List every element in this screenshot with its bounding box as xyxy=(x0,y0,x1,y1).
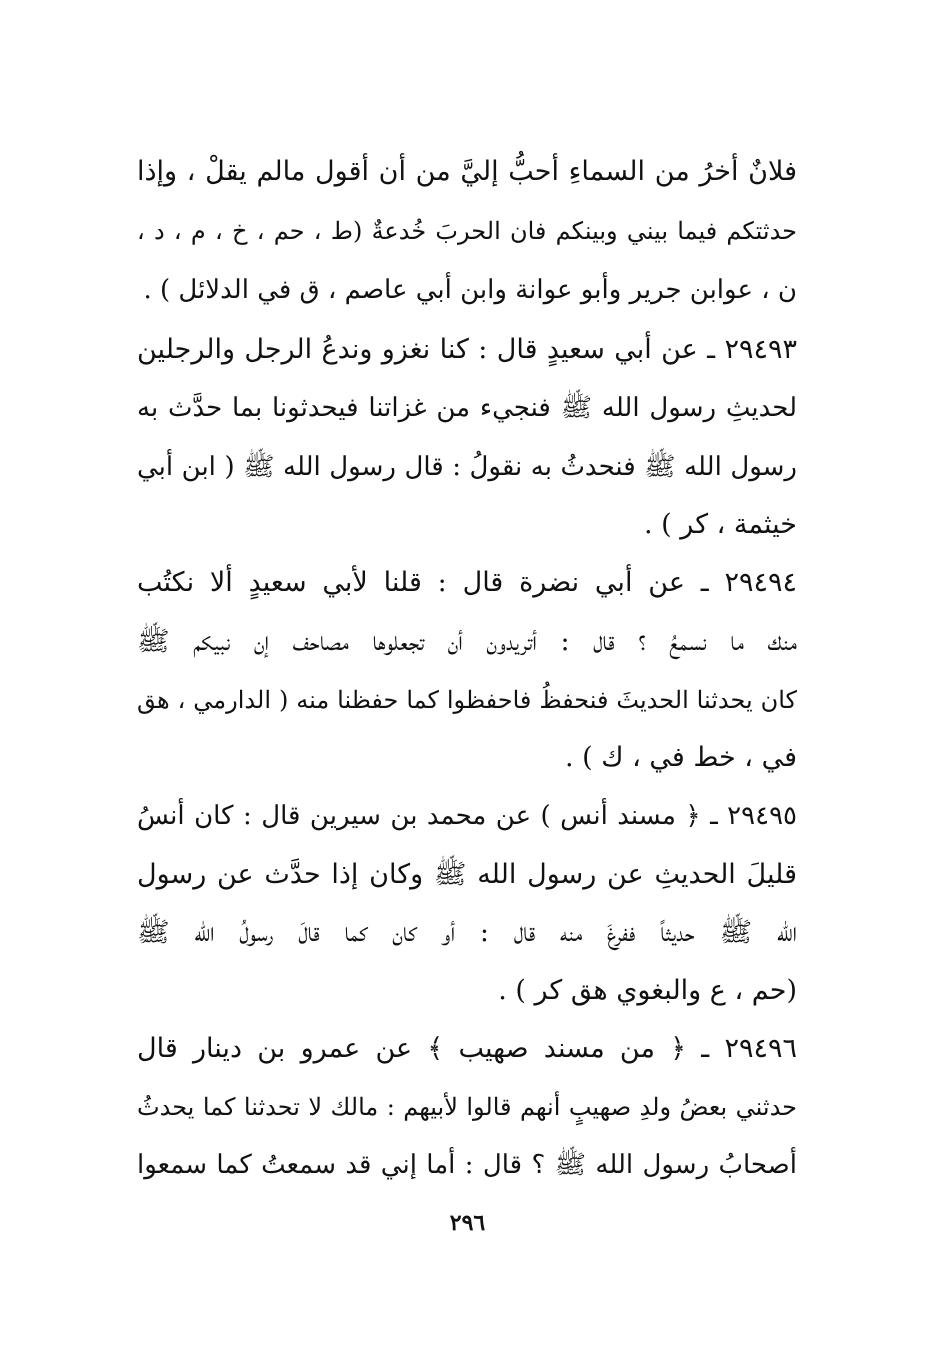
text-line: أصحابُ رسول الله ﷺ ؟ قال : أما إني قد سمعتُ كما سمعوا xyxy=(137,1150,797,1180)
text-line: قليلَ الحديثِ عن رسول الله ﷺ وكان إذا حدَّث عن رسول xyxy=(137,859,797,890)
text-line: كان يحدثنا الحديثَ فنحفظُ فاحفظوا كما حفظنا منه ( الدارمي ، هق xyxy=(137,686,797,714)
text-line: الله ﷺ حديثاً ففرغَ منه قال : أو كان كما قالَ رسولُ الله ﷺ xyxy=(137,917,797,948)
hadith-29494-line: ٢٩٤٩٤ ـ عن أبي نضرة قال : قلنا لأبي سعيدٍ ألا نكتُب xyxy=(137,567,797,598)
text-line: (حم ، ع والبغوي هق كر ) . xyxy=(498,975,797,1006)
text-line: في ، خط في ، ك ) . xyxy=(564,742,797,773)
text-line: لحديثِ رسول الله ﷺ فنجيء من غزاتنا فيحدثونا بما حدَّث به xyxy=(137,393,797,423)
text-line: ن ، عوابن جرير وأبو عوانة وابن أبي عاصم ، ق في الدلائل ) . xyxy=(143,275,797,305)
hadith-29496-line: ٢٩٤٩٦ ـ ﴿ من مسند صهيب ﴾ عن عمرو بن دينار قال xyxy=(137,1033,797,1064)
text-line: منك ما نسمعُ ؟ قال : أتريدون أن تجعلوها مصاحف إن نبيكم ﷺ xyxy=(137,626,797,657)
text-line: فلانٌ أخرُ من السماءِ أحبُّ إليَّ من أن أقول مالم يقلْ ، وإذا xyxy=(137,156,797,187)
hadith-29493-line: ٢٩٤٩٣ ـ عن أبي سعيدٍ قال : كنا نغزو وندعُ الرجل والرجلين xyxy=(137,334,797,365)
page-number: ٢٩٦ xyxy=(449,1210,486,1236)
text-line: خيثمة ، كر ) . xyxy=(644,509,797,540)
text-line: حدثني بعضُ ولدِ صهيبٍ أنهم قالوا لأبيهم : مالك لا تحدثنا كما يحدثُ xyxy=(137,1093,797,1121)
text-line: رسول الله ﷺ فنحدثُ به نقولُ : قال رسول الله ﷺ ( ابن أبي xyxy=(137,452,797,482)
text-line: حدثتكم فيما بيني وبينكم فان الحربَ خُدعةٌ (ط ، حم ، خ ، م ، د ، xyxy=(137,217,797,245)
hadith-29495-line: ٢٩٤٩٥ ـ ﴿ مسند أنس ) عن محمد بن سيرين قال : كان أنسُ xyxy=(137,801,797,831)
